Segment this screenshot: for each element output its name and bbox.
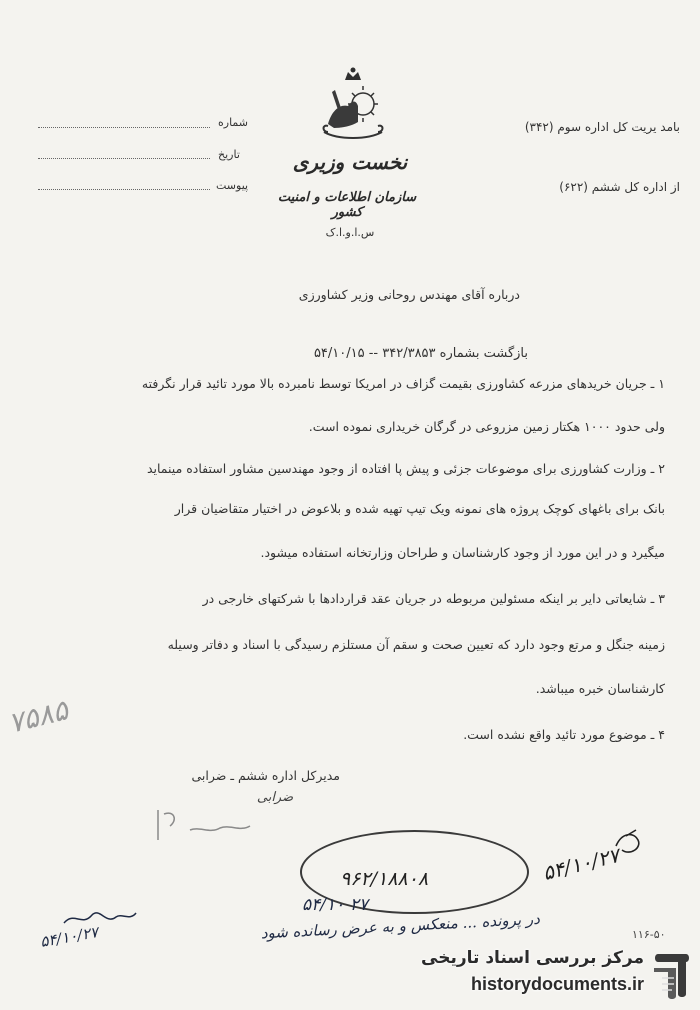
paragraph-line: ۳ ـ شایعاتی دایر بر اینکه مسئولین مربوطه در جریان عقد قراردادها با شرکتهای خارجی در — [202, 591, 665, 606]
paragraph-line: کارشناسان خبره میباشد. — [535, 681, 665, 696]
sender-line: از اداره کل ششم (۶۲۲) — [559, 180, 680, 194]
paragraph-line: ۴ ـ موضوع مورد تائید واقع نشده است. — [463, 727, 665, 742]
watermark-url: historydocuments.ir — [470, 974, 644, 994]
attachment-field-line — [38, 189, 210, 190]
date-label: تاریخ — [218, 148, 240, 161]
paragraph-line: میگیرد و در این مورد از وجود کارشناسان و طراحان وزارتخانه استفاده میشود. — [260, 545, 665, 560]
handwritten-signature-scribble-icon — [60, 905, 140, 931]
signature-mark: ضرابی — [256, 790, 294, 805]
date-field-line — [38, 158, 210, 159]
subject-line: درباره آقای مهندس روحانی وزیر کشاورزی — [298, 287, 520, 302]
handwritten-margin-date: ۵۴/۱۰/۲۷ — [38, 923, 100, 951]
document-scroll-logo-icon — [648, 948, 694, 1002]
org-title: نخست وزیری — [292, 150, 408, 174]
handwritten-note: در پرونده ... منعکس و به عرض رسانده شود — [260, 909, 541, 943]
number-field-line — [38, 127, 210, 128]
attachment-label: پیوست — [216, 179, 249, 192]
handwritten-date: ۵۴/۱۰/۲۷ — [540, 842, 622, 886]
org-subtitle: سازمان اطلاعات و امنیت کشور — [277, 190, 417, 220]
paragraph-line: ۲ ـ وزارت کشاورزی برای موضوعات جزئی و پیش پا افتاده از وجود مهندسین مشاور استفاده مینماید — [146, 461, 665, 476]
paragraph-line: ۱ ـ جریان خریدهای مزرعه کشاورزی بقیمت گزاف در امریکا توسط نامبرده بالا مورد تائید قرار نگرفته — [141, 376, 665, 391]
registration-number: ۹۶۲/۱۸۸۰۸ — [340, 868, 429, 890]
form-code: ۱۱۶-۵۰ — [632, 928, 666, 941]
paragraph-line: ولی حدود ۱۰۰۰ هکتار زمین مزروعی در گرگان خریداری نموده است. — [308, 419, 665, 434]
site-watermark — [410, 940, 700, 1010]
margin-handwritten-number: ۷۵۸۵ — [4, 693, 72, 740]
watermark-title: مرکز بررسی اسناد تاریخی — [421, 948, 644, 968]
org-abbreviation: س.ا.و.ا.ک — [325, 226, 375, 239]
faint-signature-scribble-icon — [150, 800, 260, 850]
paragraph-line: زمینه جنگل و مرتع وجود دارد که تعیین صحت و سقم آن مستلزم رسیدگی با اسناد و دفاتر وسیله — [167, 637, 665, 652]
signatory-title: مدیرکل اداره ششم ـ ضرابی — [191, 768, 340, 783]
recipient-line: بامد یریت کل اداره سوم (۳۴۲) — [524, 120, 680, 134]
initials-scribble-icon — [612, 826, 646, 860]
number-label: شماره — [218, 116, 249, 129]
reference-line: بازگشت بشماره ۳۴۲/۳۸۵۳ -- ۵۴/۱۰/۱۵ — [313, 346, 528, 361]
lion-and-sun-emblem-icon — [318, 66, 388, 146]
handwritten-note-date: ۲۷ ۵۴/۱۰ — [302, 895, 368, 915]
paragraph-line: بانک برای باغهای کوچک پروژه های نمونه ویک تیپ تهیه شده و بلاعوض در اختیار متقاضیان قرار — [174, 501, 665, 516]
